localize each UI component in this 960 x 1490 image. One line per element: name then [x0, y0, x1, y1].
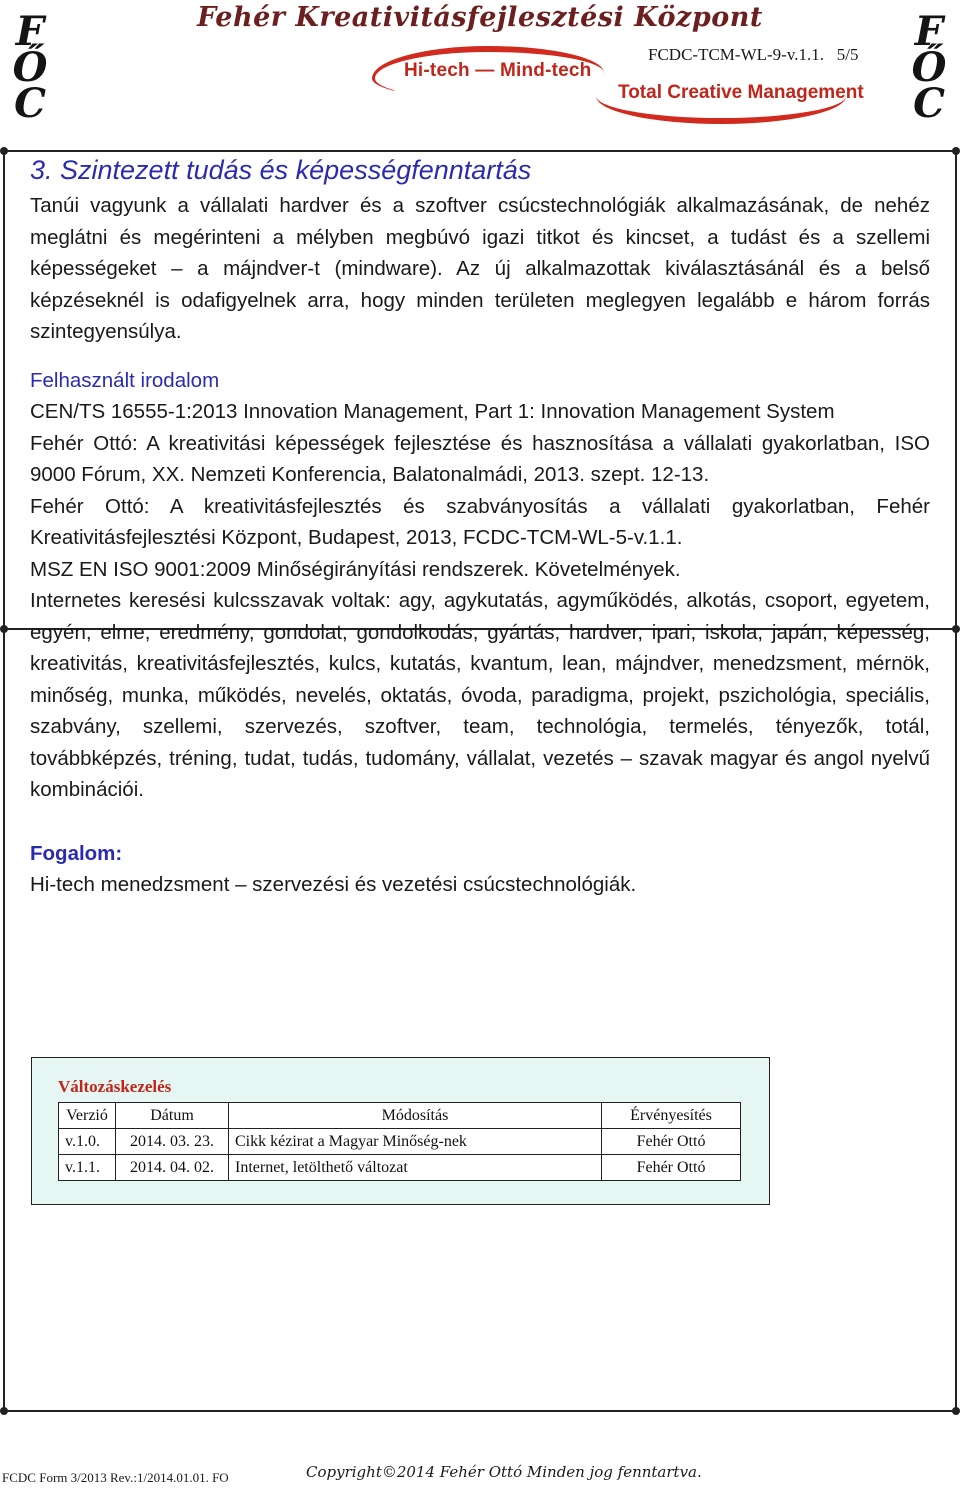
- fdc-monogram-logo: [905, 8, 953, 129]
- tagline-tcm: Total Creative Management: [618, 82, 864, 103]
- logo-letter: Ő: [911, 44, 947, 91]
- table-row: [59, 1155, 741, 1181]
- change-log-table: [58, 1102, 741, 1181]
- reference-item: Fehér Ottó: A kreativitásfejlesztés és szabványosítás a vállalati gyakorlatban, Fehér Kreativitásfejlesztési Központ, Budapest, 2013, FCDC-TCM-WL-5-v.1.1.: [30, 494, 930, 549]
- column-header: Verzió: [59, 1103, 116, 1129]
- column-header: Módosítás: [229, 1103, 602, 1129]
- change-log-box: [31, 1057, 770, 1205]
- table-cell: Fehér Ottó: [602, 1129, 741, 1155]
- reference-item: Internetes keresési kulcsszavak voltak: agy, agykutatás, agyműködés, alkotás, csoport, egyetem, egyén, elme, eredmény, gondolat, gondolkodás, gyártás, hardver, ipari, iskola, japán, képesség, kreativitás, kreativitásfejlesztés, kulcs, kutatás, kvantum, lean, májndver, menedzsment, mérnök, minőség, munka, működés, nevelés, oktatás, óvoda, paradigma, projekt, pszichológia, speciális, szabvány, szellemi, szervezés, szoftver, team, technológia, termelés, tényezők, totál, továbbképzés, tréning, tudat, tudás, tudomány, vállalat, vezetés – szavak magyar és angol nyelvű kombinációi.: [30, 589, 930, 801]
- page-body: [30, 150, 930, 901]
- frame-bottom-rule: [2, 1410, 958, 1412]
- table-cell: 2014. 03. 23.: [116, 1129, 229, 1155]
- table-row: [59, 1129, 741, 1155]
- swoosh-graphic: [596, 96, 846, 124]
- column-header: Dátum: [116, 1103, 229, 1129]
- table-cell: Fehér Ottó: [602, 1155, 741, 1181]
- table-cell: Internet, letölthető változat: [229, 1155, 602, 1181]
- table-cell: v.1.0.: [59, 1129, 116, 1155]
- section-paragraph: Tanúi vagyunk a vállalati hardver és a szoftver csúcstechnológiák alkalmazásának, de nehéz meglátni és megérinteni a mélyben megbúvó igazi titkot és kincset, a tudást és a szellemi képességeket – a májndver-t (mindware). Az új alkalmazottak kiválasztásánál és a belső képzéseknél is odafigyelnek arra, hogy minden területen meglegyen legalább e három forrás szintegyensúlya.: [30, 194, 930, 343]
- page-number: 5/5: [836, 45, 859, 64]
- logo-letter: C: [913, 80, 945, 127]
- table-cell: v.1.1.: [59, 1155, 116, 1181]
- logo-letter: F: [914, 8, 944, 55]
- logo-letter: C: [14, 80, 46, 127]
- table-cell: 2014. 04. 02.: [116, 1155, 229, 1181]
- references-heading: Felhasznált irodalom: [30, 368, 220, 392]
- tagline-hitech: Hi-tech — Mind-tech: [404, 60, 592, 81]
- copyright-notice: Copyright©2014 Fehér Ottó Minden jog fenntartva.: [306, 1463, 702, 1481]
- frame-right-rule: [955, 150, 957, 1412]
- concept-heading: Fogalom:: [30, 841, 123, 865]
- fdc-monogram-logo: [6, 8, 54, 129]
- reference-item: Fehér Ottó: A kreativitási képességek fejlesztése és hasznosítása a vállalati gyakorlatban, ISO 9000 Fórum, XX. Nemzeti Konferencia, Balatonalmádi, 2013. szept. 12-13.: [30, 431, 930, 486]
- doc-code: FCDC-TCM-WL-9-v.1.1.: [648, 45, 824, 64]
- logo-letter: Ő: [12, 44, 48, 91]
- section-heading: 3. Szintezett tudás és képességfenntartás: [30, 155, 532, 185]
- column-header: Érvényesítés: [602, 1103, 741, 1129]
- table-header-row: [59, 1103, 741, 1129]
- logo-letter: F: [15, 8, 45, 55]
- change-log-title: Változáskezelés: [58, 1077, 172, 1096]
- letterhead-title: Fehér Kreativitásfejlesztési Központ: [197, 2, 763, 33]
- document-id: [648, 45, 858, 65]
- reference-item: MSZ EN ISO 9001:2009 Minőségirányítási rendszerek. Követelmények.: [30, 557, 681, 581]
- form-code: FCDC Form 3/2013 Rev.:1/2014.01.01. FO: [2, 1470, 229, 1485]
- table-cell: Cikk kézirat a Magyar Minőség-nek: [229, 1129, 602, 1155]
- frame-left-rule: [3, 150, 5, 1412]
- concept-text: Hi-tech menedzsment – szervezési és vezetési csúcstechnológiák.: [30, 873, 637, 896]
- reference-item: CEN/TS 16555-1:2013 Innovation Management, Part 1: Innovation Management System: [30, 400, 835, 423]
